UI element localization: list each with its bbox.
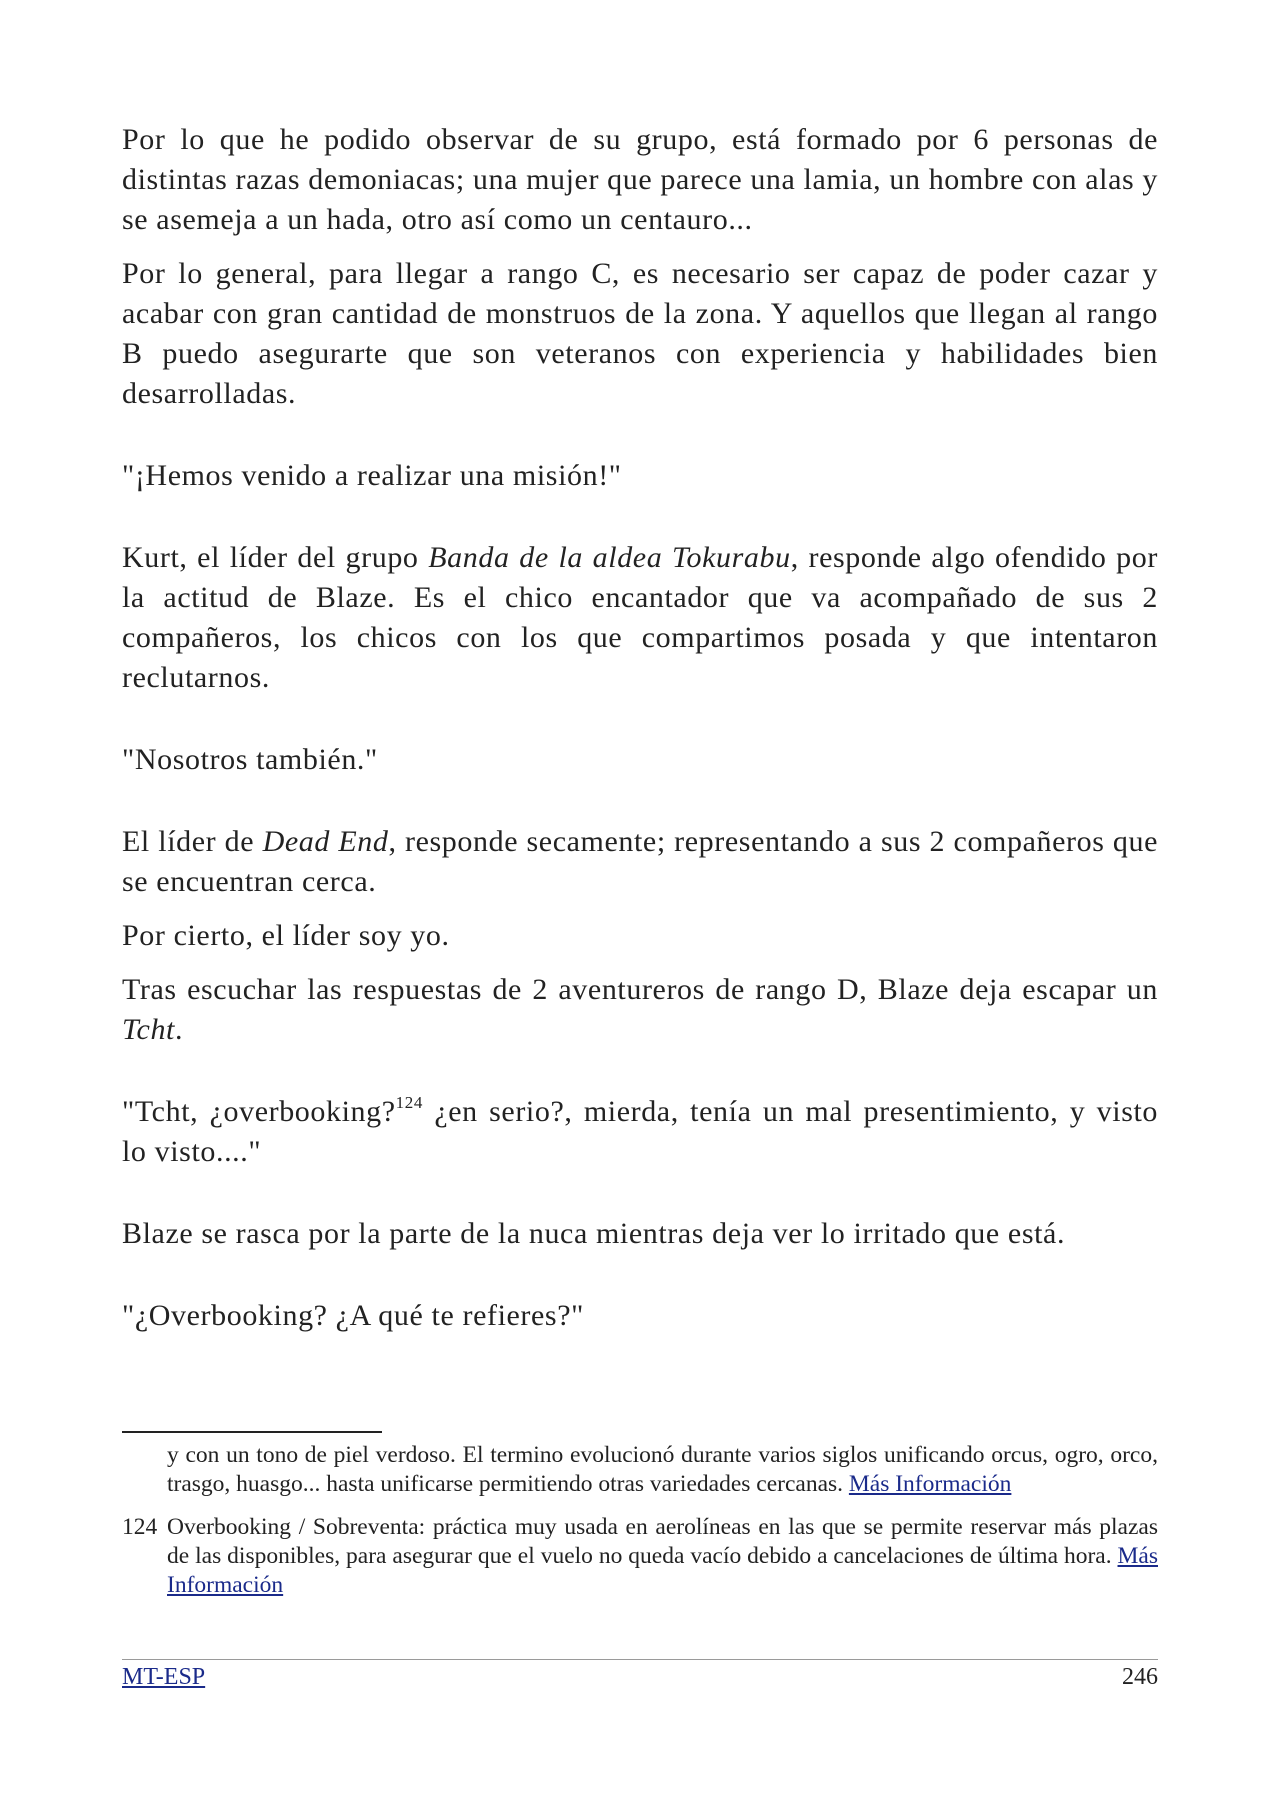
- paragraph-1: Por lo que he podido observar de su grupo, está formado por 6 personas de distintas razas demoniacas; una mujer que parece una lamia, un hombre con alas y se asemeja a un hada, otro así como un centauro...: [122, 123, 1158, 236]
- page-footer: [122, 1661, 1158, 1693]
- footer-site-link[interactable]: MT-ESP: [122, 1664, 206, 1690]
- dialogue-3: [122, 1092, 1158, 1172]
- tcht-italic: Tcht: [122, 1013, 175, 1046]
- paragraph-4: [122, 822, 1158, 902]
- party-name-italic: Dead End: [262, 825, 389, 858]
- paragraph-5: Por cierto, el líder soy yo.: [122, 919, 450, 952]
- paragraph-2: Por lo general, para llegar a rango C, es necesario ser capaz de poder cazar y acabar con gran cantidad de monstruos de la zona. Y aquellos que llegan al rango B puedo asegurarte que son veteranos con experiencia y habilidades bien desarrolladas.: [122, 257, 1158, 410]
- paragraph-3: [122, 538, 1158, 698]
- paragraph-6-pre: Tras escuchar las respuestas de 2 aventureros de rango D, Blaze deja escapar un: [122, 973, 1158, 1006]
- footnote-continuation-text: y con un tono de piel verdoso. El termino evolucionó durante varios siglos unificando orcus, ogro, orco, trasgo, huasgo... hasta unificarse permitiendo otras variedades cercanas.: [167, 1442, 1158, 1497]
- footnote-number: 124: [122, 1514, 158, 1540]
- paragraph-4-post: , responde secamente; representando a sus 2 compañeros que se encuentran cerca.: [122, 825, 1158, 898]
- body-text: [122, 120, 1158, 1336]
- dialogue-4: "¿Overbooking? ¿A qué te refieres?": [122, 1299, 584, 1332]
- paragraph-7: Blaze se rasca por la parte de la nuca mientras deja ver lo irritado que está.: [122, 1217, 1066, 1250]
- paragraph-3-pre: Kurt, el líder del grupo: [122, 541, 429, 574]
- paragraph-3-post: , responde algo ofendido por la actitud de Blaze. Es el chico encantador que va acompañado de sus 2 compañeros, los chicos con los que compartimos posada y que intentaron reclutarnos.: [122, 541, 1158, 694]
- footnotes: [122, 1441, 1158, 1600]
- more-info-link-1[interactable]: Más Información: [848, 1471, 1012, 1497]
- page-number: 246: [1122, 1664, 1158, 1690]
- dialogue-3-pre: "Tcht, ¿overbooking?: [122, 1095, 396, 1128]
- footnote-124-text: Overbooking / Sobreventa: práctica muy usada en aerolíneas en las que se permite reservar más plazas de las disponibles, para asegurar que el vuelo no queda vacío debido a cancelaciones de última hora.: [167, 1514, 1158, 1569]
- dialogue-3-post: ¿en serio?, mierda, tenía un mal presentimiento, y visto lo visto....": [122, 1095, 1159, 1168]
- group-name-italic: Banda de la aldea Tokurabu: [428, 541, 791, 574]
- dialogue-1: "¡Hemos venido a realizar una misión!": [122, 459, 622, 492]
- paragraph-6-post: .: [174, 1013, 184, 1046]
- footnote-124: [122, 1513, 1158, 1600]
- paragraph-4-pre: El líder de: [122, 825, 263, 858]
- footnote-continuation: [122, 1441, 1158, 1499]
- paragraph-6: [122, 970, 1158, 1050]
- dialogue-2: "Nosotros también.": [122, 743, 378, 776]
- more-info-link-2[interactable]: Más Información: [167, 1543, 1158, 1598]
- footnote-reference-124[interactable]: 124: [395, 1093, 423, 1112]
- footnote-separator: [122, 1431, 382, 1433]
- footer-separator: [122, 1659, 1158, 1660]
